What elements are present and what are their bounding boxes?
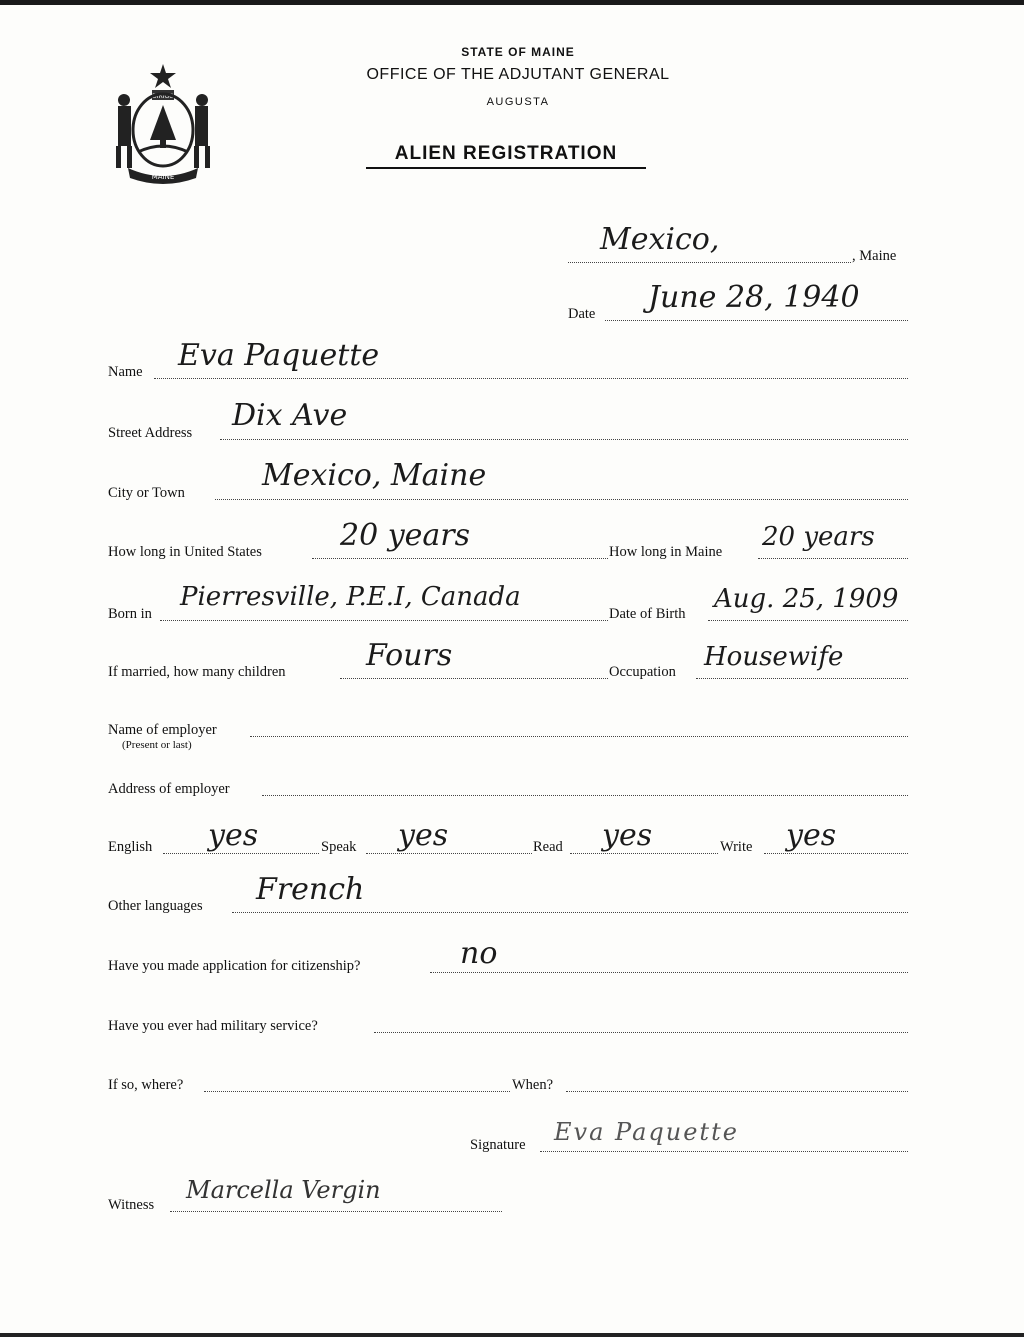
where-line: [204, 1091, 510, 1092]
born-value: Pierresville, P.E.I, Canada: [180, 582, 521, 612]
occupation-label: Occupation: [609, 664, 676, 680]
place-line: [568, 262, 851, 263]
maine-label: How long in Maine: [609, 544, 723, 560]
witness-line: [170, 1211, 502, 1212]
military-label: Have you ever had military service?: [108, 1018, 318, 1034]
born-line: [160, 620, 608, 621]
place-value: Mexico,: [600, 222, 720, 257]
english-value: yes: [208, 818, 259, 853]
write-label: Write: [720, 839, 753, 855]
when-line: [566, 1091, 908, 1092]
witness-label: Witness: [108, 1197, 155, 1213]
signature-line: [540, 1151, 908, 1152]
scan-edge-bottom: [0, 1333, 1024, 1337]
citizenship-value: no: [460, 936, 498, 971]
svg-text:MAINE: MAINE: [151, 173, 175, 181]
dob-label: Date of Birth: [609, 606, 686, 622]
write-line: [764, 853, 908, 854]
street-value: Dix Ave: [232, 398, 348, 433]
children-value: Fours: [366, 638, 453, 673]
maine-line: [758, 558, 908, 559]
write-value: yes: [786, 818, 837, 853]
date-line: [605, 320, 908, 321]
employer-address-label: Address of employer: [108, 781, 230, 797]
place-suffix: , Maine: [852, 248, 897, 264]
employer-sublabel: (Present or last): [122, 739, 192, 751]
name-label: Name: [108, 364, 143, 380]
speak-value: yes: [398, 818, 449, 853]
date-value: June 28, 1940: [648, 280, 860, 315]
scan-edge-top: [0, 0, 1024, 5]
employer-label: Name of employer: [108, 722, 217, 738]
maine-value: 20 years: [762, 522, 875, 552]
occupation-line: [696, 678, 908, 679]
english-label: English: [108, 839, 153, 855]
us-line: [312, 558, 608, 559]
date-label: Date: [568, 306, 596, 322]
read-value: yes: [602, 818, 653, 853]
us-label: How long in United States: [108, 544, 262, 560]
occupation-value: Housewife: [704, 642, 844, 672]
speak-line: [366, 853, 532, 854]
children-line: [340, 678, 608, 679]
city-label: City or Town: [108, 485, 185, 501]
read-label: Read: [533, 839, 563, 855]
speak-label: Speak: [321, 839, 357, 855]
dob-line: [708, 620, 908, 621]
witness-value: Marcella Vergin: [186, 1176, 381, 1204]
form-title: ALIEN REGISTRATION: [366, 143, 646, 169]
us-value: 20 years: [340, 518, 471, 553]
signature-value: Eva Paquette: [554, 1118, 739, 1146]
english-line: [163, 853, 319, 854]
employer-address-line: [262, 795, 908, 796]
header-state: STATE OF MAINE: [461, 45, 575, 59]
citizenship-label: Have you made application for citizenship?: [108, 958, 361, 974]
born-label: Born in: [108, 606, 152, 622]
other-languages-value: French: [256, 872, 365, 907]
svg-text:DIRIGO: DIRIGO: [152, 93, 174, 100]
city-line: [215, 499, 908, 500]
city-value: Mexico, Maine: [262, 458, 487, 493]
other-languages-label: Other languages: [108, 898, 203, 914]
name-line: [154, 378, 908, 379]
where-label: If so, where?: [108, 1077, 184, 1093]
header-office: OFFICE OF THE ADJUTANT GENERAL: [366, 66, 670, 83]
read-line: [570, 853, 718, 854]
dob-value: Aug. 25, 1909: [714, 584, 899, 614]
other-languages-line: [232, 912, 908, 913]
name-value: Eva Paquette: [178, 338, 380, 373]
header-city: AUGUSTA: [486, 96, 550, 108]
citizenship-line: [430, 972, 908, 973]
when-label: When?: [512, 1077, 554, 1093]
street-line: [220, 439, 908, 440]
signature-label: Signature: [470, 1137, 526, 1153]
children-label: If married, how many children: [108, 664, 286, 680]
military-line: [374, 1032, 908, 1033]
employer-line: [250, 736, 908, 737]
street-label: Street Address: [108, 425, 193, 441]
